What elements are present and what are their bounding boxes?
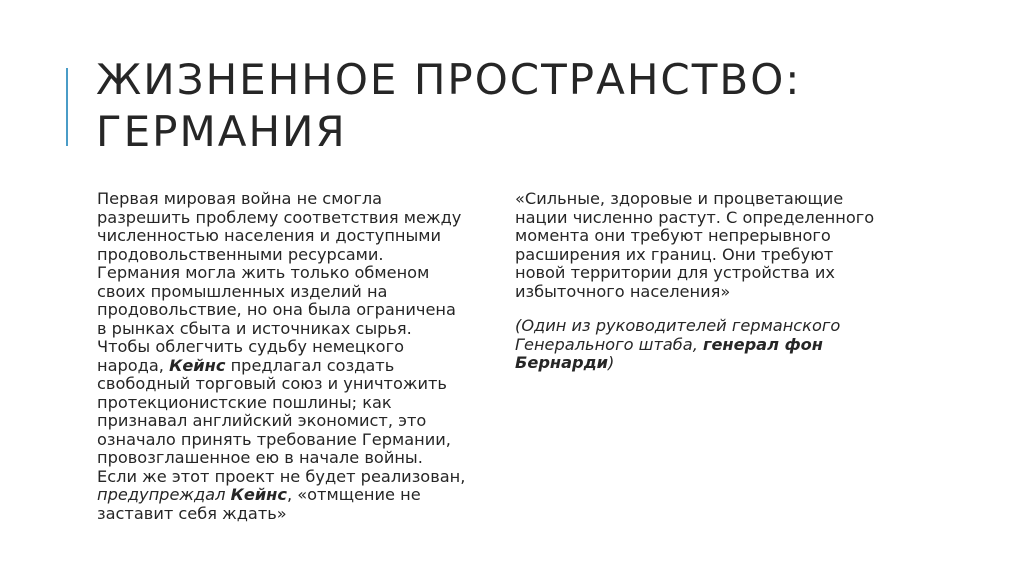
quote-line: расширения их границ. Они требуют (515, 244, 834, 264)
left-line-keynes (97, 357, 497, 376)
left-line: Германия могла жить только обменом (97, 263, 430, 282)
left-line-text: предлагал создать (225, 355, 395, 375)
attribution-line (515, 354, 885, 373)
left-line: свободный торговый союз и уничтожить (97, 374, 447, 393)
title-line-1: ЖИЗНЕННОЕ ПРОСТРАНСТВО: (96, 55, 802, 104)
left-line: Если же этот проект не будет реализован, (97, 466, 466, 486)
quote-line: нации численно растут. С определенного (515, 207, 875, 227)
general-name: генерал фон (703, 334, 823, 354)
left-line: своих промышленных изделий на (97, 281, 388, 301)
keynes-name: Кейнс (169, 355, 226, 375)
left-line: разрешить проблему соответствия между (97, 207, 462, 227)
left-text-block (97, 190, 497, 523)
left-line: продовольствие, но она была ограничена (97, 300, 456, 319)
attribution-text: Генерального штаба, (515, 334, 703, 354)
attribution-line: (Один из руководителей германского (515, 316, 841, 335)
left-line: провозглашенное ею в начале войны. (97, 448, 423, 467)
keynes-name: Кейнс (230, 485, 287, 504)
accent-bar (66, 68, 68, 146)
attribution-text: ) (608, 353, 615, 372)
attribution-line (515, 336, 885, 355)
quote-line: новой территории для устройства их (515, 263, 835, 282)
left-line: признавал английский экономист, это (97, 411, 427, 430)
left-line: протекционистские пошлины; как (97, 392, 392, 412)
quote-line: «Сильные, здоровые и процветающие (515, 189, 844, 208)
left-line: означало принять требование Германии, (97, 429, 451, 449)
quote-block (515, 190, 885, 301)
left-line-text: народа, (97, 355, 170, 375)
left-line: продовольственными ресурсами. (97, 244, 384, 264)
left-line: заставит себя ждать» (97, 503, 287, 523)
attribution (515, 317, 885, 373)
left-line: в рынках сбыта и источниках сырья. (97, 318, 412, 338)
bernhardi-name: Бернарди (515, 353, 609, 372)
quote-line: избыточного населения» (515, 281, 731, 301)
left-line-text: , «отмщение не (286, 485, 421, 504)
quote-line: момента они требуют непрерывного (515, 226, 831, 245)
left-line-keynes-warning (97, 486, 497, 505)
left-line: Чтобы облегчить судьбу немецкого (97, 337, 404, 356)
left-line: численностью населения и доступными (97, 226, 442, 245)
warned-text: предупреждал (97, 485, 231, 504)
right-text-block (515, 190, 885, 373)
left-line: Первая мировая война не смогла (97, 189, 383, 208)
page-title (96, 54, 936, 158)
title-line-2: ГЕРМАНИЯ (96, 107, 347, 156)
